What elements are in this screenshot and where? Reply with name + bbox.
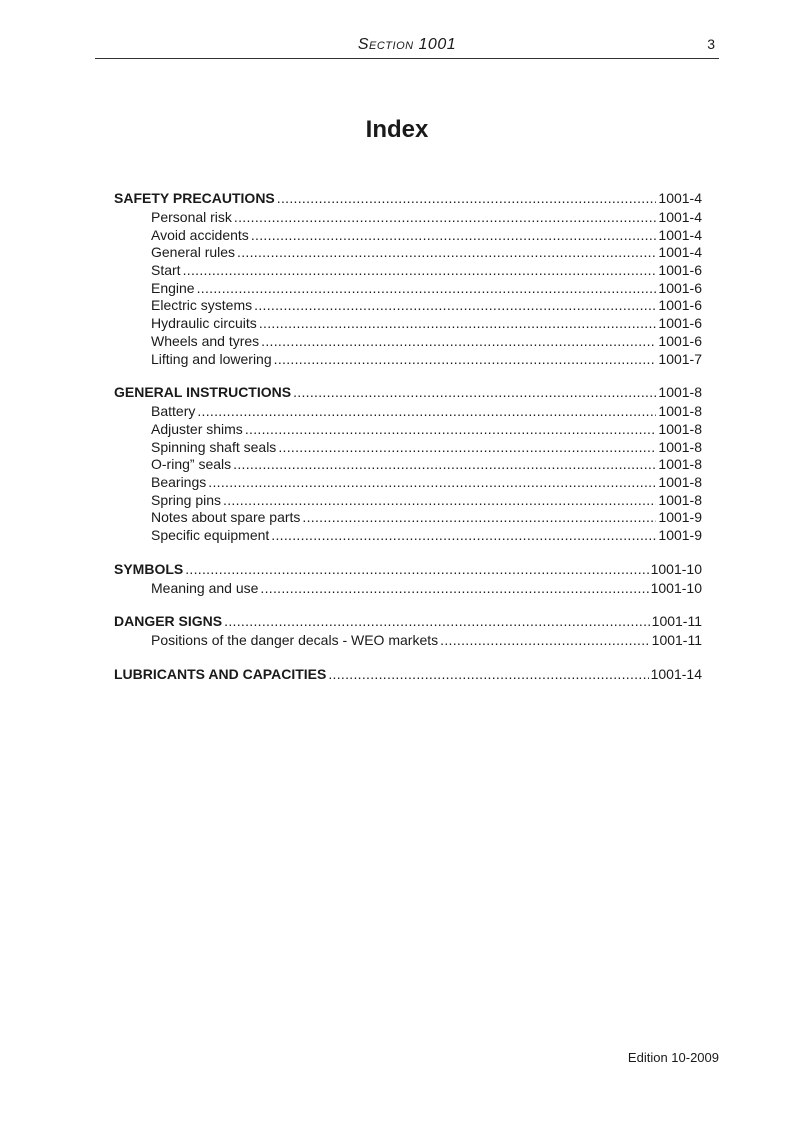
toc-entry-label: O-ring” seals [151, 456, 232, 473]
toc-entry-row[interactable] [114, 421, 702, 439]
toc-entry-label: Electric systems [151, 297, 253, 314]
toc-entry-row[interactable] [114, 262, 702, 280]
toc-section [114, 382, 702, 545]
toc-heading-label: LUBRICANTS AND CAPACITIES [114, 666, 327, 683]
dot-leader [237, 244, 656, 262]
toc-heading-row[interactable] [114, 664, 702, 684]
toc-heading-label: DANGER SIGNS [114, 613, 223, 630]
toc-entry-page: 1001-6 [658, 297, 702, 314]
toc-entry-label: General rules [151, 244, 236, 261]
dot-leader [302, 509, 656, 527]
dot-leader [185, 559, 648, 579]
page-header [95, 36, 719, 59]
toc-entry-page: 1001-10 [650, 579, 702, 596]
toc-heading-page: 1001-8 [658, 384, 702, 401]
toc-entry-page: 1001-4 [658, 226, 702, 243]
toc-heading-label: GENERAL INSTRUCTIONS [114, 384, 292, 401]
toc-heading-row[interactable] [114, 559, 702, 579]
dot-leader [234, 209, 656, 227]
toc-entry-label: Notes about spare parts [151, 509, 301, 526]
toc-entry-label: Specific equipment [151, 527, 270, 543]
dot-leader [259, 315, 657, 333]
dot-leader [278, 439, 656, 457]
dot-leader [224, 611, 650, 631]
toc-section [114, 559, 702, 598]
dot-leader [251, 227, 657, 245]
toc-entry-page: 1001-9 [658, 527, 702, 543]
toc-entry-label: Hydraulic circuits [151, 315, 257, 332]
dot-leader [277, 188, 657, 208]
toc-heading-row[interactable] [114, 382, 702, 402]
dot-leader [293, 382, 656, 402]
dot-leader [271, 527, 656, 545]
toc-heading-label: SAFETY PRECAUTIONS [114, 190, 275, 206]
toc-entry-label: Spring pins [151, 491, 222, 508]
toc-entry-row[interactable] [114, 280, 702, 298]
toc-entry-row[interactable] [114, 474, 702, 492]
toc-entry-label: Engine [151, 279, 195, 296]
toc-entry-row[interactable] [114, 509, 702, 527]
dot-leader [245, 421, 657, 439]
page-number: 3 [707, 36, 715, 52]
dot-leader [233, 456, 656, 474]
toc-entry-row[interactable] [114, 527, 702, 545]
dot-leader [261, 333, 656, 351]
toc-entry-label: Spinning shaft seals [151, 438, 277, 455]
toc-entry-row[interactable] [114, 244, 702, 262]
toc-entry-page: 1001-9 [658, 509, 702, 526]
toc-entry-row[interactable] [114, 580, 702, 598]
toc-entry-page: 1001-8 [658, 438, 702, 455]
toc-entry-label: Adjuster shims [151, 420, 243, 437]
toc-heading-row[interactable] [114, 188, 702, 208]
toc-entry-label: Avoid accidents [151, 226, 249, 243]
toc-entry-row[interactable] [114, 333, 702, 351]
toc-heading-page: 1001-11 [651, 613, 702, 630]
toc-heading-page: 1001-10 [650, 560, 702, 577]
toc-entry-label: Lifting and lowering [151, 350, 272, 367]
toc-heading-page: 1001-14 [650, 666, 702, 683]
dot-leader [274, 351, 657, 369]
toc-section [114, 664, 702, 684]
edition-footer: Edition 10-2009 [627, 1050, 719, 1065]
dot-leader [197, 403, 656, 421]
dot-leader [183, 262, 657, 280]
dot-leader [254, 297, 656, 315]
index-title: Index [365, 116, 429, 143]
toc-entry-row[interactable] [114, 297, 702, 315]
toc-entry-page: 1001-8 [658, 403, 702, 420]
toc-entry-row[interactable] [114, 351, 702, 369]
toc-heading-page: 1001-4 [658, 190, 702, 206]
toc-entry-label: Bearings [151, 473, 207, 490]
toc-section [114, 188, 702, 368]
toc-entry-row[interactable] [114, 492, 702, 510]
toc-entry-row[interactable] [114, 456, 702, 474]
table-of-contents [114, 188, 702, 698]
toc-entry-label: Meaning and use [151, 579, 259, 596]
toc-entry-page: 1001-6 [658, 315, 702, 332]
toc-entry-label: Start [151, 262, 181, 279]
toc-heading-label: SYMBOLS [114, 560, 184, 577]
dot-leader [440, 632, 650, 650]
toc-entry-page: 1001-8 [658, 456, 702, 473]
dot-leader [260, 580, 648, 598]
toc-entry-page: 1001-8 [658, 420, 702, 437]
toc-heading-row[interactable] [114, 611, 702, 631]
toc-section [114, 611, 702, 650]
dot-leader [197, 280, 657, 298]
toc-entry-label: Wheels and tyres [151, 332, 260, 349]
toc-entry-page: 1001-11 [651, 632, 702, 649]
toc-entry-row[interactable] [114, 403, 702, 421]
toc-entry-row[interactable] [114, 227, 702, 245]
toc-entry-row[interactable] [114, 209, 702, 227]
toc-entry-page: 1001-8 [658, 473, 702, 490]
dot-leader [223, 492, 656, 510]
dot-leader [208, 474, 656, 492]
section-label: Section 1001 [357, 36, 457, 53]
toc-entry-page: 1001-6 [658, 262, 702, 279]
dot-leader [328, 664, 648, 684]
toc-entry-row[interactable] [114, 632, 702, 650]
toc-entry-row[interactable] [114, 315, 702, 333]
toc-entry-page: 1001-4 [658, 209, 702, 225]
toc-entry-label: Battery [151, 403, 196, 420]
toc-entry-label: Personal risk [151, 209, 232, 225]
toc-entry-label: Positions of the danger decals - WEO markets [151, 632, 439, 649]
toc-entry-page: 1001-6 [658, 279, 702, 296]
toc-entry-page: 1001-6 [658, 332, 702, 349]
toc-entry-page: 1001-8 [658, 491, 702, 508]
toc-entry-row[interactable] [114, 439, 702, 457]
toc-entry-page: 1001-4 [658, 244, 702, 261]
toc-entry-page: 1001-7 [658, 350, 702, 367]
